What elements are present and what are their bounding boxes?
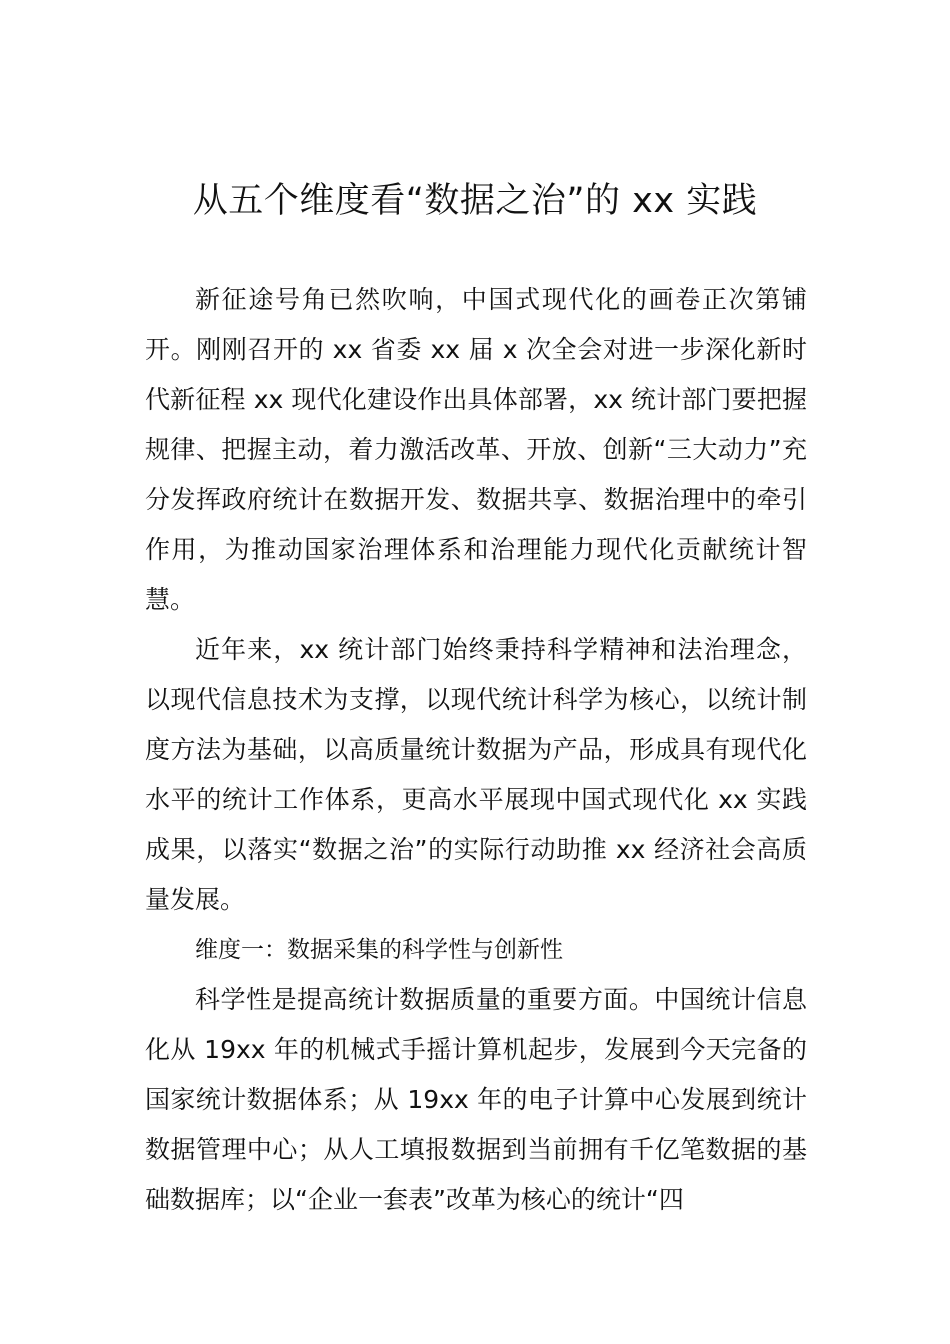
background-paragraph: 近年来，xx 统计部门始终秉持科学精神和法治理念，以现代信息技术为支撑，以现代统计科学为核心，以统计制度方法为基础，以高质量统计数据为产品，形成具有现代化水平的统计工作体系，更高水平展现中国式现代化 xx 实践成果，以落实“数据之治”的实际行动助推 xx 经济社会高质量发展。 (145, 635, 807, 914)
section-heading: 维度一：数据采集的科学性与创新性 (195, 937, 563, 963)
section-paragraph: 科学性是提高统计数据质量的重要方面。中国统计信息化从 19xx 年的机械式手摇计算机起步，发展到今天完备的国家统计数据体系；从 19xx 年的电子计算中心发展到统计数据管理中心；从人工填报数据到当前拥有千亿笔数据的基础数据库；以“企业一套表”改革为核心的统计“四 (145, 985, 807, 1214)
intro-paragraph: 新征途号角已然吹响，中国式现代化的画卷正次第铺开。刚刚召开的 xx 省委 xx 届 x 次全会对进一步深化新时代新征程 xx 现代化建设作出具体部署，xx 统计部门要把握规律、把握主动，着力激活改革、开放、创新“三大动力”充分发挥政府统计在数据开发、数据共享、数据治理中的牵引作用，为推动国家治理体系和治理能力现代化贡献统计智慧。 (145, 285, 807, 614)
document-title: 从五个维度看“数据之治”的 xx 实践 (192, 181, 758, 221)
document-body (145, 275, 807, 1225)
